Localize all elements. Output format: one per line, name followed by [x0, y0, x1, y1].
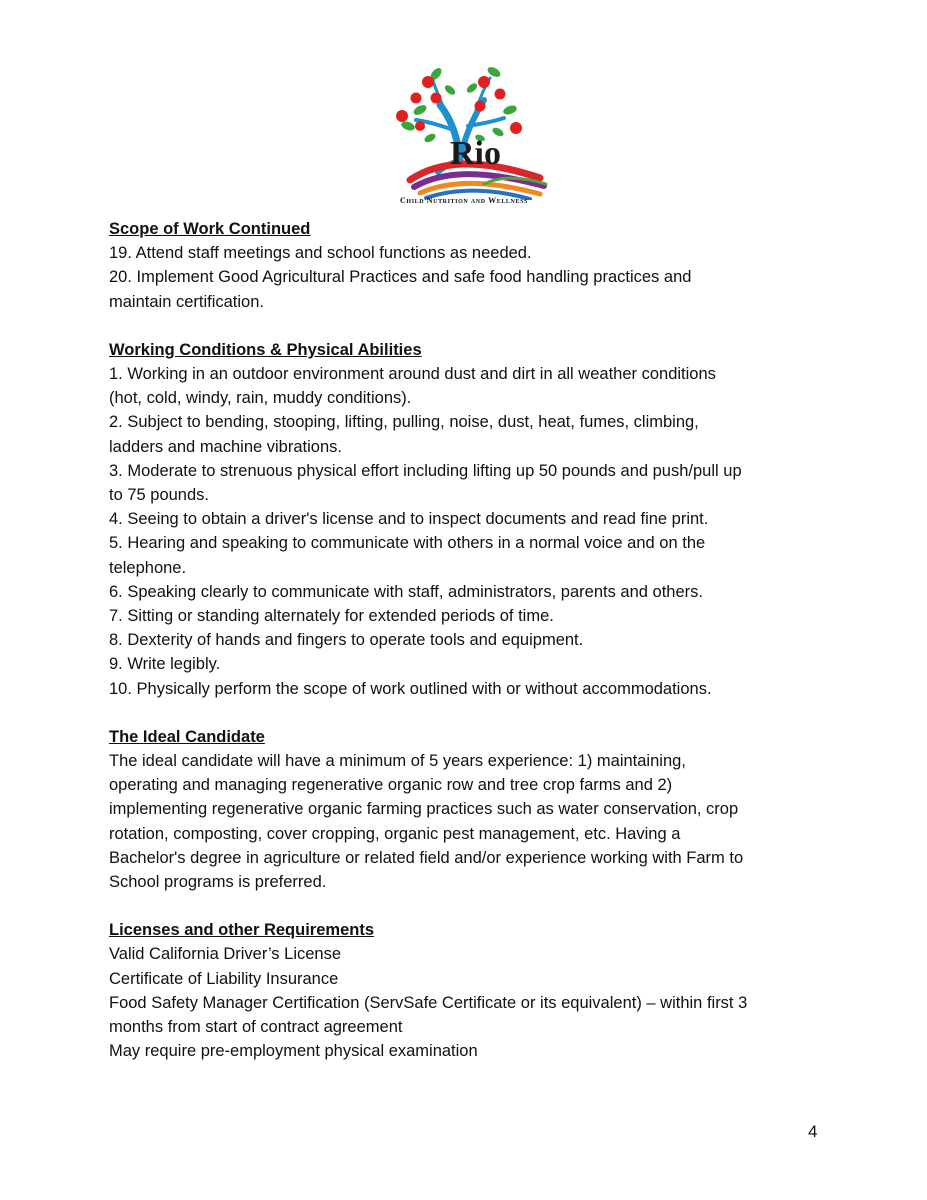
scope-item-20: 20. Implement Good Agricultural Practices and safe food handling practices and	[109, 268, 692, 287]
ideal-line: Bachelor's degree in agriculture or related field and/or experience working with Farm to	[109, 848, 744, 867]
conditions-line: 2. Subject to bending, stooping, lifting, pulling, noise, dust, heat, fumes, climbing,	[109, 413, 699, 432]
conditions-line: 8. Dexterity of hands and fingers to operate tools and equipment.	[109, 631, 584, 650]
conditions-line: to 75 pounds.	[109, 486, 209, 505]
licenses-line: months from start of contract agreement	[109, 1018, 403, 1037]
conditions-line: 3. Moderate to strenuous physical effort including lifting up 50 pounds and push/pull up	[109, 461, 742, 480]
ideal-line: operating and managing regenerative organic row and tree crop farms and 2)	[109, 776, 673, 795]
licenses-heading: Licenses and other Requirements	[109, 921, 374, 940]
section-spacer	[109, 701, 829, 725]
conditions-line: 1. Working in an outdoor environment around dust and dirt in all weather conditions	[109, 365, 716, 384]
logo-wordmark: Rio	[450, 135, 501, 172]
section-spacer	[109, 314, 829, 338]
conditions-line: 10. Physically perform the scope of work outlined with or without accommodations.	[109, 679, 712, 698]
licenses-line: Certificate of Liability Insurance	[109, 969, 339, 988]
conditions-line: 9. Write legibly.	[109, 655, 221, 674]
conditions-line: (hot, cold, windy, rain, muddy conditions).	[109, 389, 412, 408]
ideal-line: implementing regenerative organic farming practices such as water conservation, crop	[109, 800, 739, 819]
conditions-line: 4. Seeing to obtain a driver's license and to inspect documents and read fine print.	[109, 510, 709, 529]
ideal-line: School programs is preferred.	[109, 873, 327, 892]
section-spacer	[109, 894, 829, 918]
conditions-line: 5. Hearing and speaking to communicate with others in a normal voice and on the	[109, 534, 706, 553]
document-body	[109, 217, 829, 1064]
tree-logo-graphic	[380, 60, 548, 200]
conditions-line: ladders and machine vibrations.	[109, 437, 342, 456]
licenses-line: Valid California Driver’s License	[109, 945, 342, 964]
ideal-heading: The Ideal Candidate	[109, 727, 265, 746]
page-number: 4	[808, 1122, 818, 1141]
scope-item-19: 19. Attend staff meetings and school functions as needed.	[109, 244, 532, 263]
ideal-line: The ideal candidate will have a minimum of 5 years experience: 1) maintaining,	[109, 752, 686, 771]
ideal-line: rotation, composting, cover cropping, organic pest management, etc. Having a	[109, 824, 681, 843]
licenses-line: May require pre-employment physical examination	[109, 1042, 478, 1061]
scope-heading: Scope of Work Continued	[109, 220, 311, 238]
logo-caption: Child Nutrition and Wellness	[400, 196, 528, 205]
conditions-heading: Working Conditions & Physical Abilities	[109, 340, 422, 359]
rio-logo	[380, 60, 548, 210]
conditions-line: telephone.	[109, 558, 187, 577]
licenses-line: Food Safety Manager Certification (ServSafe Certificate or its equivalent) – within first 3	[109, 993, 748, 1012]
conditions-line: 6. Speaking clearly to communicate with staff, administrators, parents and others.	[109, 582, 703, 601]
conditions-line: 7. Sitting or standing alternately for extended periods of time.	[109, 607, 554, 626]
scope-item-20-cont: maintain certification.	[109, 292, 264, 311]
